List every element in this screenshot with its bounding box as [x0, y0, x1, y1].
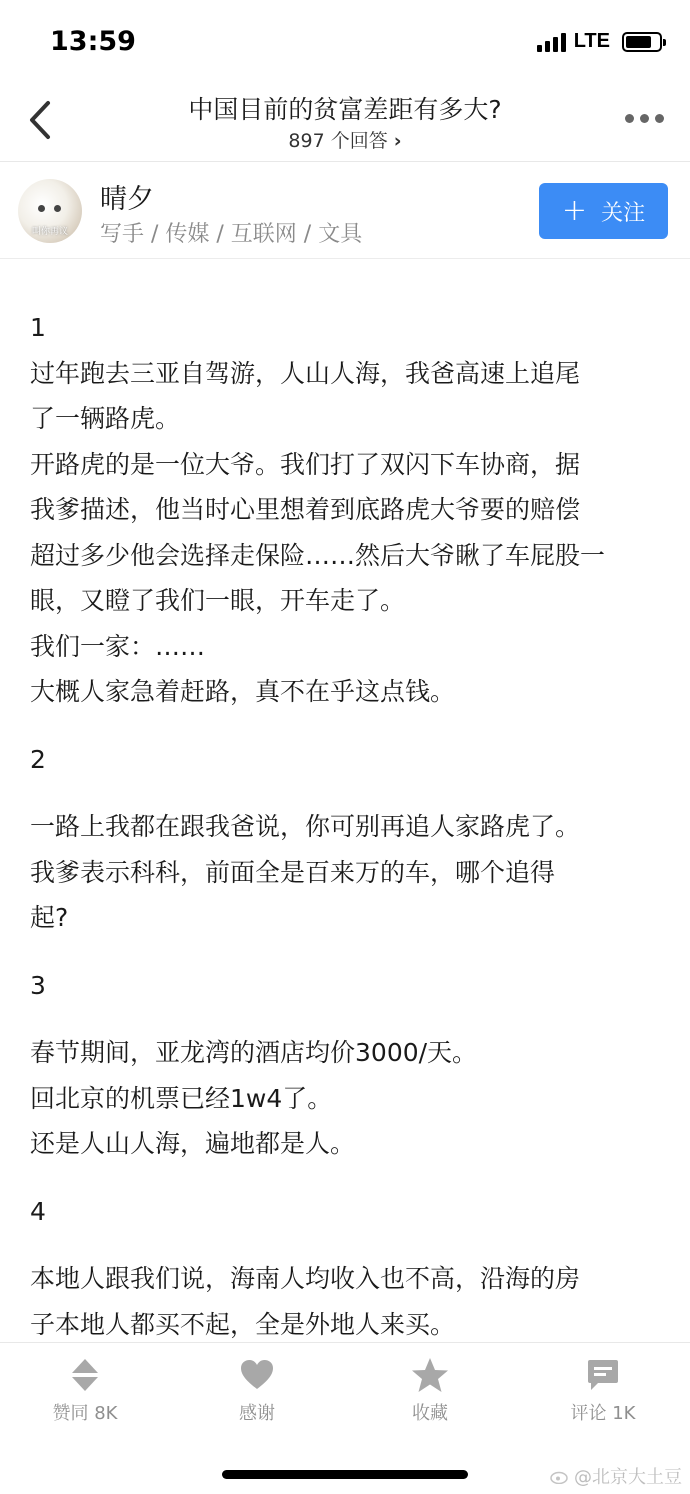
- paragraph-line: 了一辆路虎。: [30, 404, 181, 433]
- weibo-logo-icon: [550, 1468, 570, 1484]
- status-bar: [0, 0, 690, 80]
- thanks-button[interactable]: [192, 1357, 322, 1425]
- paragraph-line: 起?: [30, 903, 69, 932]
- collect-button[interactable]: [365, 1357, 495, 1425]
- paragraph-line: 我们一家：……: [30, 631, 206, 661]
- plus-icon: +: [561, 193, 588, 228]
- collect-label: 收藏: [412, 1403, 448, 1424]
- author-name[interactable]: 晴夕: [100, 184, 154, 215]
- answer-count: 897 个回答: [288, 130, 388, 152]
- answer-count-link[interactable]: [110, 126, 580, 153]
- answer-content: [30, 305, 670, 1347]
- paragraph-line: 开路虎的是一位大爷。我们打了双闪下车协商，据: [30, 449, 581, 479]
- paragraph-line: 超过多少他会选择走保险……然后大爷瞅了车屁股一: [30, 540, 606, 570]
- question-title[interactable]: 中国目前的贫富差距有多大?: [188, 95, 502, 124]
- section-number: 4: [30, 1196, 46, 1226]
- watermark-text: @北京大土豆: [574, 1467, 682, 1488]
- paragraph-line: 眼，又瞪了我们一眼，开车走了。: [30, 586, 406, 615]
- paragraph-line: 还是人山人海，遍地都是人。: [30, 1129, 356, 1158]
- star-icon: [411, 1357, 449, 1393]
- watermark: [550, 1463, 682, 1489]
- avatar[interactable]: [18, 179, 82, 243]
- more-button[interactable]: [625, 114, 664, 123]
- follow-label: 关注: [601, 200, 646, 226]
- paragraph-line: 过年跑去三亚自驾游，人山人海，我爸高速上追尾: [30, 358, 581, 388]
- comment-icon: [586, 1357, 620, 1393]
- status-time: 13:59: [50, 26, 136, 57]
- status-indicators: [537, 30, 662, 53]
- comment-label: 评论 1K: [570, 1403, 636, 1424]
- paragraph-line: 春节期间，亚龙湾的酒店均价3000/天。: [30, 1038, 478, 1067]
- chevron-right-icon: ›: [393, 130, 402, 152]
- home-indicator[interactable]: [222, 1470, 468, 1479]
- paragraph-line: 大概人家急着赶路，真不在乎这点钱。: [30, 677, 456, 706]
- follow-button[interactable]: [539, 183, 668, 239]
- network-type: LTE: [573, 30, 610, 52]
- battery-icon: [622, 32, 662, 52]
- author-row: [0, 163, 690, 259]
- paragraph-line: 我爹描述，他当时心里想着到底路虎大爷要的赔偿: [30, 495, 581, 524]
- vote-arrows-icon: [70, 1357, 100, 1393]
- paragraph-line: 子本地人都买不起，全是外地人来买。: [30, 1309, 456, 1339]
- paragraph-line: 一路上我都在跟我爸说，你可别再追人家路虎了。: [30, 812, 581, 841]
- section-number: 3: [30, 970, 46, 1000]
- question-header: [0, 80, 690, 162]
- author-tags: 写手 / 传媒 / 互联网 / 文具: [100, 222, 363, 247]
- paragraph-line: 本地人跟我们说，海南人均收入也不高，沿海的房: [30, 1264, 581, 1293]
- section-number: 2: [30, 744, 46, 774]
- paragraph-line: 回北京的机票已经1w4了。: [30, 1083, 333, 1113]
- back-button[interactable]: [22, 98, 62, 142]
- more-dots-icon: [625, 114, 634, 123]
- thanks-label: 感谢: [239, 1403, 275, 1424]
- agree-button[interactable]: [20, 1357, 150, 1425]
- heart-icon: [239, 1357, 275, 1393]
- agree-label: 赞同 8K: [52, 1403, 118, 1424]
- avatar-caption: 叫你再议: [31, 227, 68, 237]
- paragraph-line: 我爹表示科科，前面全是百来万的车，哪个追得: [30, 857, 556, 887]
- section-number: 1: [30, 313, 46, 342]
- comment-button[interactable]: [538, 1357, 668, 1425]
- signal-icon: [537, 32, 566, 52]
- bottom-action-bar: [0, 1342, 690, 1494]
- chevron-left-icon: [22, 98, 62, 142]
